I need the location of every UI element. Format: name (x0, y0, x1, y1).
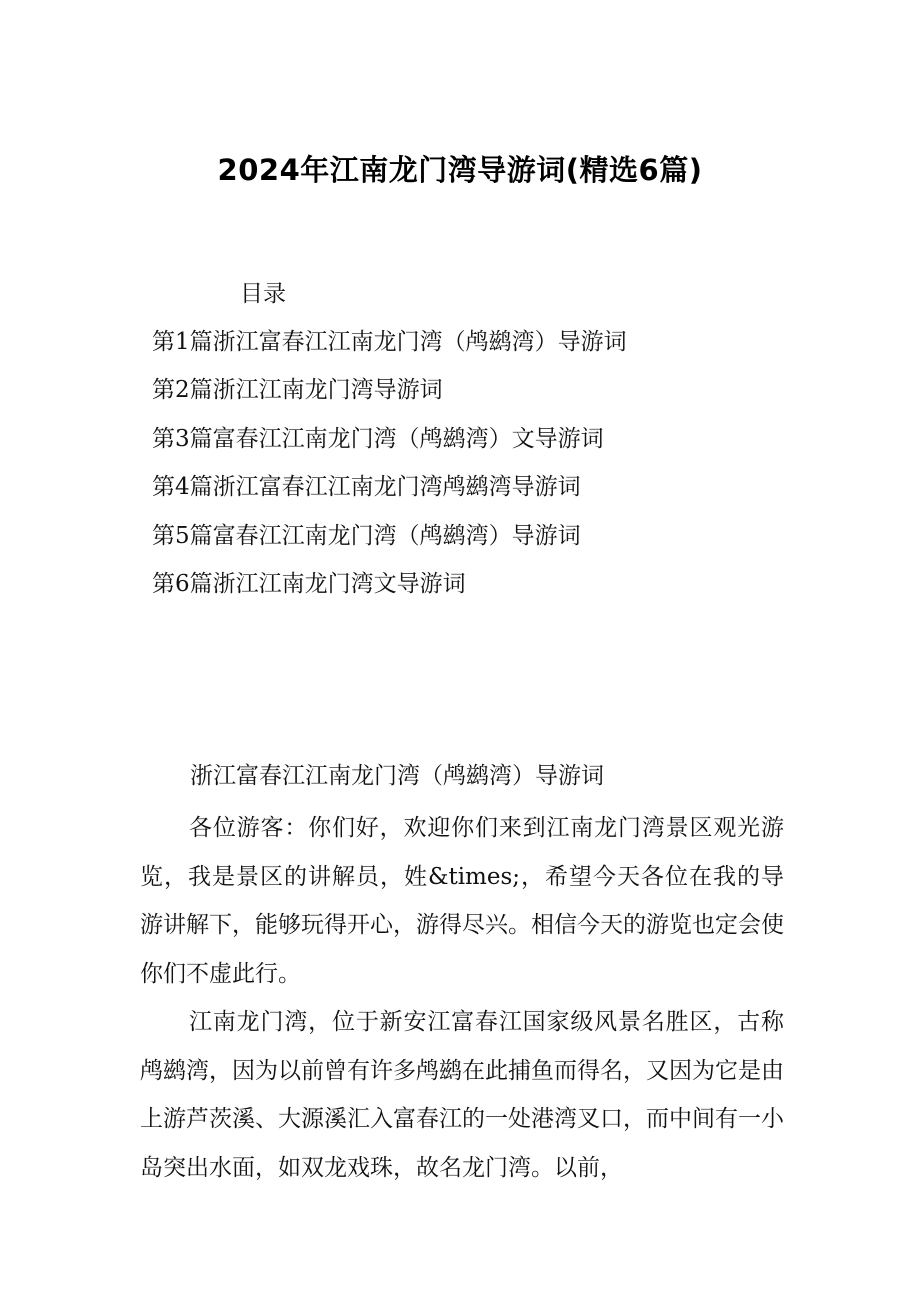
section-heading: 浙江富春江江南龙门湾（鸬鹚湾）导游词 (190, 763, 604, 789)
section-body (140, 804, 784, 1192)
toc-heading: 目录 (240, 281, 286, 307)
toc-item-6: 第6篇浙江江南龙门湾文导游词 (152, 570, 466, 597)
body-paragraph-2: 江南龙门湾，位于新安江富春江国家级风景名胜区，古称鸬鹚湾，因为以前曾有许多鸬鹚在此捕鱼而得名，又因为它是由上游芦茨溪、大源溪汇入富春江的一处港湾叉口，而中间有一小岛突出水面，如双龙戏珠，故名龙门湾。以前， (140, 1009, 784, 1181)
toc-item-5: 第5篇富春江江南龙门湾（鸬鹚湾）导游词 (152, 522, 581, 549)
table-of-contents (152, 322, 627, 612)
toc-item-3: 第3篇富春江江南龙门湾（鸬鹚湾）文导游词 (152, 425, 604, 452)
toc-item-1: 第1篇浙江富春江江南龙门湾（鸬鹚湾）导游词 (152, 329, 627, 355)
toc-item-4: 第4篇浙江富春江江南龙门湾鸬鹚湾导游词 (152, 474, 581, 501)
toc-item-2: 第2篇浙江江南龙门湾导游词 (152, 377, 443, 404)
body-paragraph-1: 各位游客：你们好，欢迎你们来到江南龙门湾景区观光游览，我是景区的讲解员，姓&times;，希望今天各位在我的导游讲解下，能够玩得开心，游得尽兴。相信今天的游览也定会使你们不虚此行。 (140, 815, 784, 987)
document-title: 2024年江南龙门湾导游词(精选6篇) (217, 153, 703, 187)
